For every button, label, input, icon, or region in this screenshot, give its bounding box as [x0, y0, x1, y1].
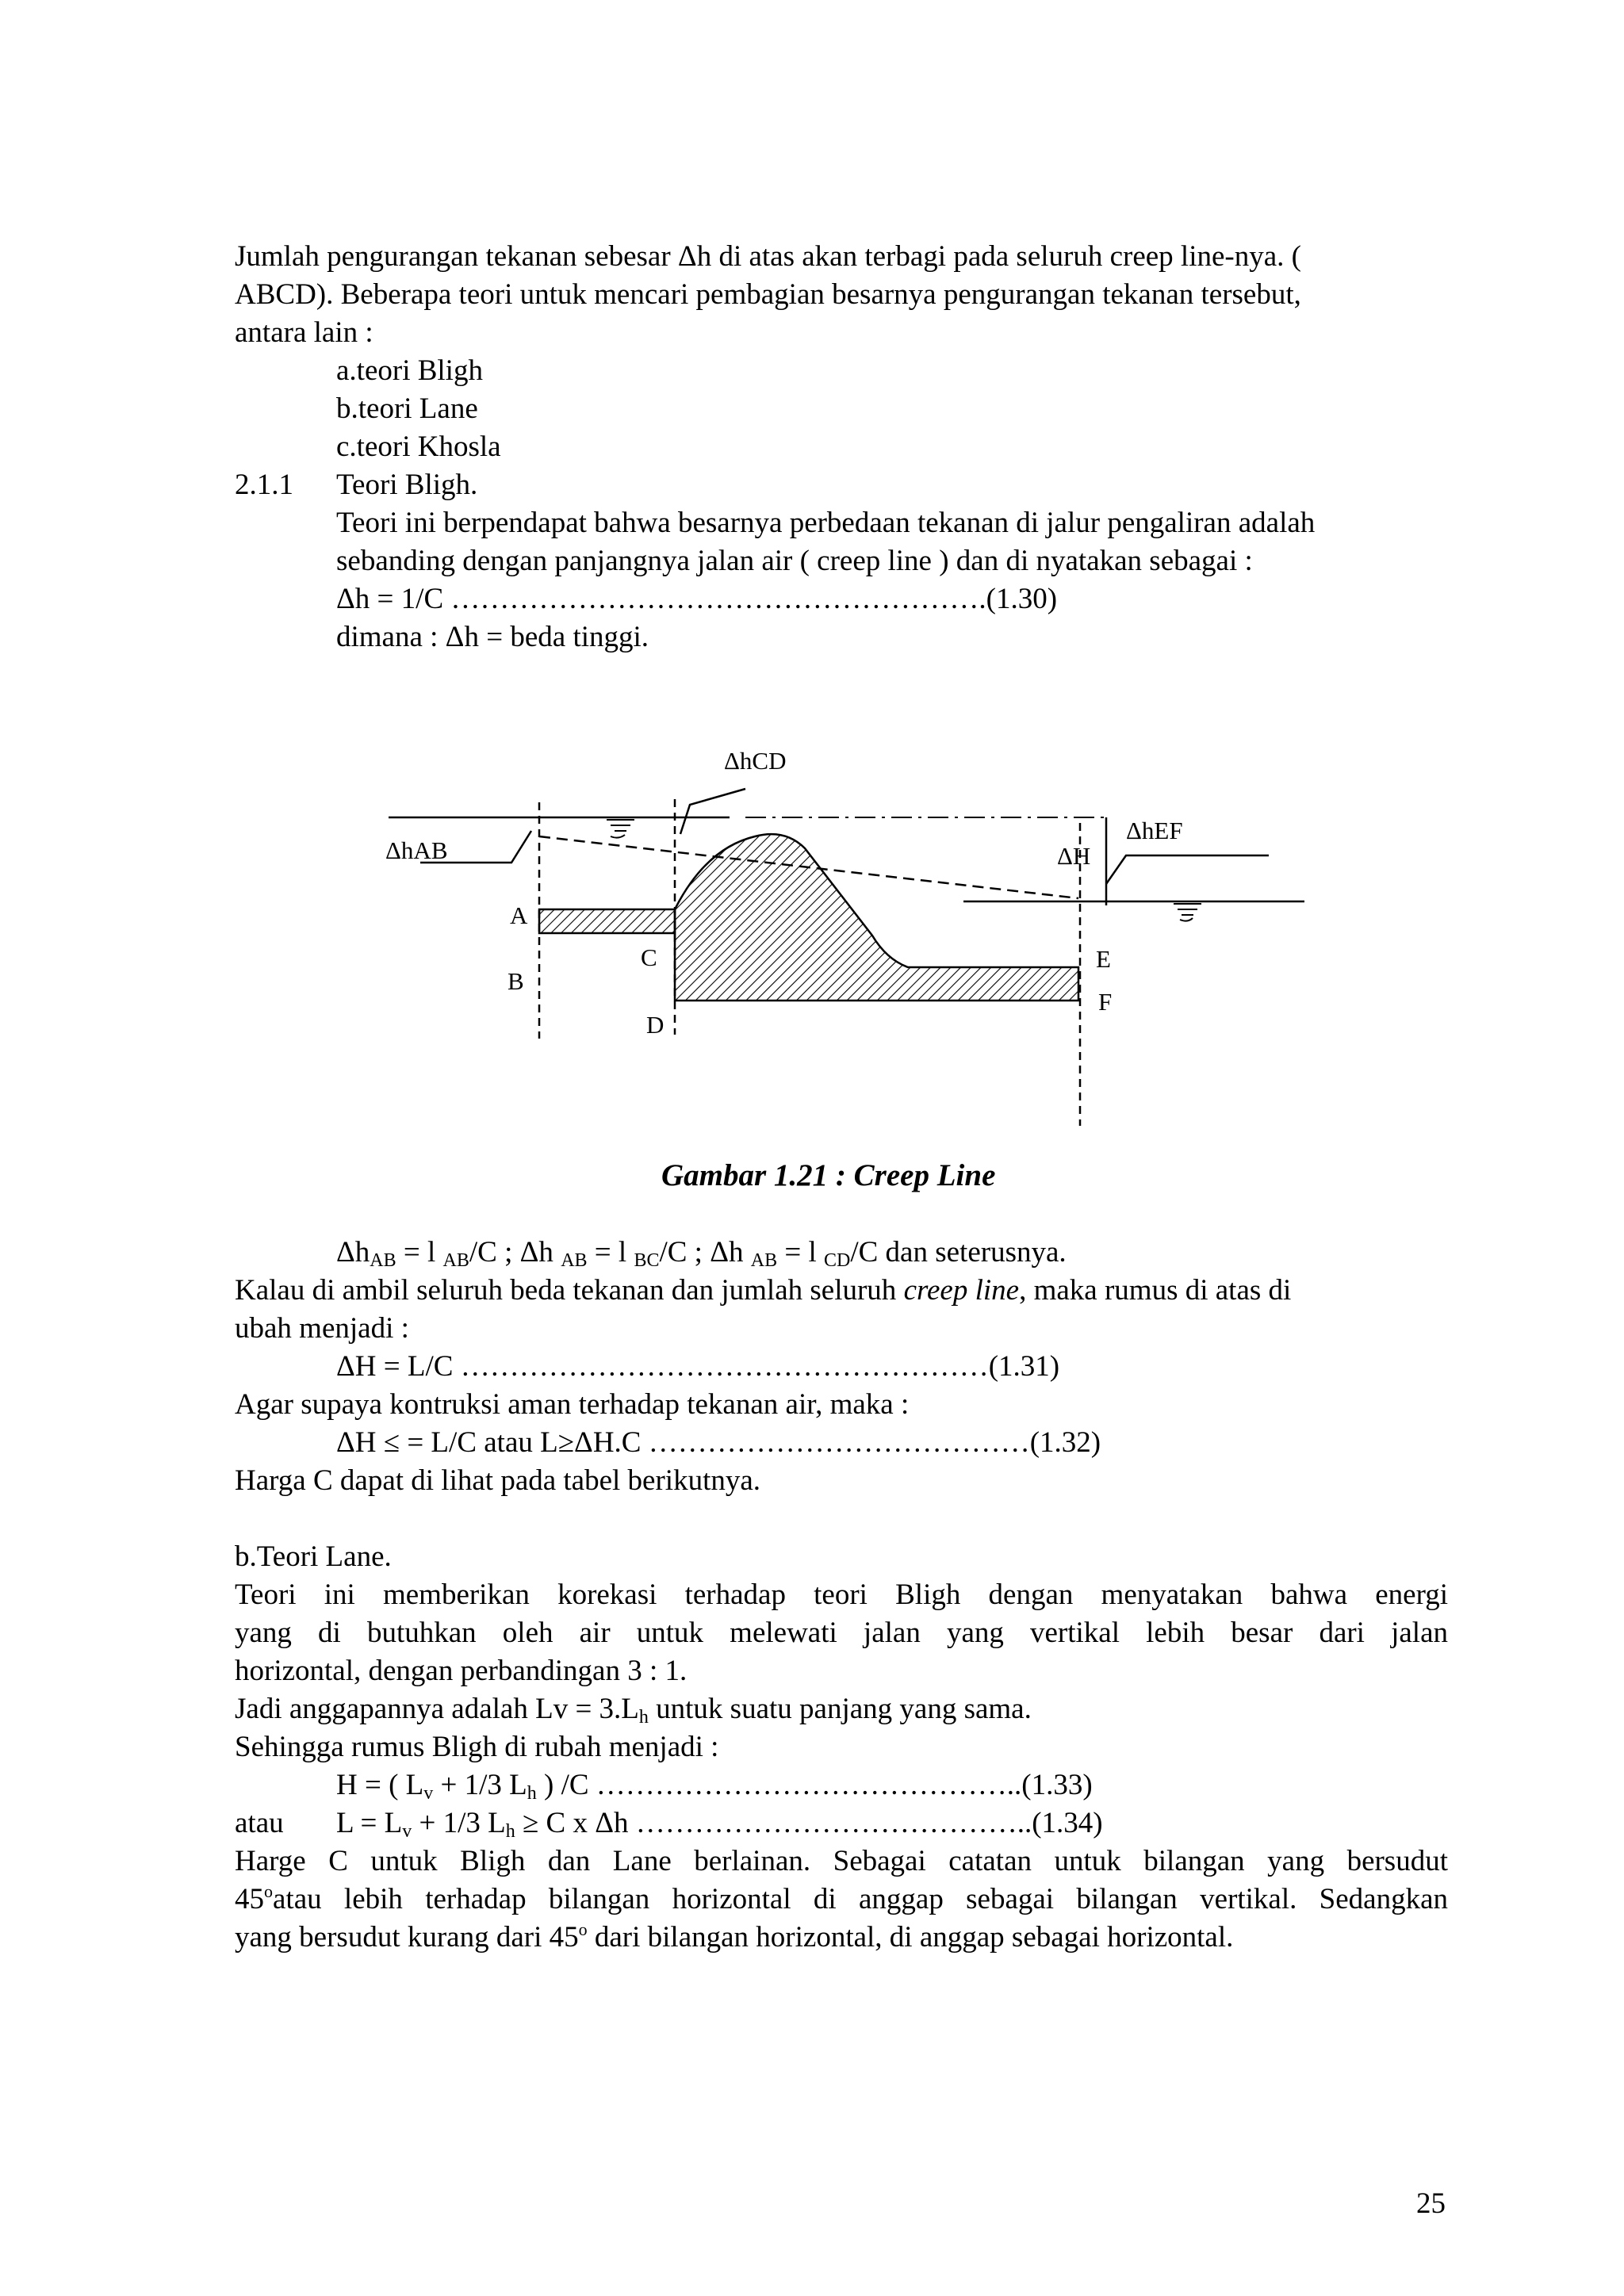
equation-1-30: Δh = 1/C ……………………………………………….(1.30)	[336, 583, 1058, 615]
creep-line-diagram	[0, 714, 1624, 1189]
paragraph-line: Harga C dapat di lihat pada tabel berikutnya.	[235, 1464, 761, 1497]
paragraph-line: Kalau di ambil seluruh beda tekanan dan jumlah seluruh creep line, maka rumus di atas di	[235, 1274, 1292, 1307]
list-item: b.teori Lane	[336, 392, 478, 425]
water-level-symbol	[607, 820, 634, 838]
leader-hEF	[1106, 855, 1269, 884]
paragraph-line: 45$^o$atau lebih terhadap bilangan horizontal di anggap sebagai bilangan vertikal. Sedangkan	[235, 1881, 1448, 1915]
label-point-A: A	[510, 901, 528, 929]
figure-caption: Gambar 1.21 : Creep Line	[661, 1158, 996, 1192]
equation-1-32: ΔH ≤ = L/C atau L≥ΔH.C …………………………………(1.32)	[336, 1426, 1101, 1459]
paragraph-line: ubah menjadi :	[235, 1312, 409, 1345]
paragraph-line: yang di butuhkan oleh air untuk melewati jalan yang vertikal lebih besar dari jalan	[235, 1617, 1448, 1649]
para1-line2: ABCD). Beberapa teori untuk mencari pembagian besarnya pengurangan tekanan tersebut,	[235, 278, 1301, 311]
equation-1-31: ΔH = L/C ………………………………………………(1.31)	[336, 1350, 1060, 1383]
label-point-E: E	[1096, 945, 1111, 973]
water-level-symbol	[1174, 904, 1201, 921]
para1-line3: antara lain :	[235, 316, 373, 349]
label-delta-hAB: ΔhAB	[385, 836, 448, 864]
para1-line1: Jumlah pengurangan tekanan sebesar Δh di atas akan terbagi pada seluruh creep line-nya. (	[235, 240, 1301, 273]
section-number: 2.1.1	[235, 469, 293, 501]
paragraph-line: Agar supaya kontruksi aman terhadap tekanan air, maka :	[235, 1388, 910, 1421]
subsection-title: b.Teori Lane.	[235, 1540, 392, 1573]
label-point-C: C	[641, 943, 657, 971]
paragraph-line: Sehingga rumus Bligh di rubah menjadi :	[235, 1731, 719, 1763]
relation-line: $\Delta h_{AB} = l$ $_{AB}$/C ; Δh $_{AB}$ = l $_{BC}$/C ; Δh $_{AB}$ = l $_{CD}$/C dan seterusnya.	[336, 1236, 1067, 1271]
label-delta-H: ΔH	[1057, 842, 1091, 870]
paragraph-line: Teori ini memberikan korekasi terhadap teori Bligh dengan menyatakan bahwa energi	[235, 1578, 1448, 1611]
equation-1-34-prefix: atau	[235, 1807, 284, 1839]
weir-body	[675, 834, 1078, 1001]
label-point-B: B	[508, 967, 524, 995]
equation-1-34: $L = L_v + 1/3$ $L_h \ge C$ x Δh …………………………………..(1.34)	[336, 1807, 1103, 1842]
section-body-line2: sebanding dengan panjangnya jalan air ( creep line ) dan di nyatakan sebagai :	[336, 545, 1253, 577]
equation-1-33: H = ( $L_v + 1/3$ $L_h$ ) /C ……………………………………..(1.33)	[336, 1769, 1093, 1804]
label-delta-hCD: ΔhCD	[724, 747, 787, 775]
label-delta-hEF: ΔhEF	[1126, 817, 1183, 844]
paragraph-line: horizontal, dengan perbandingan 3 : 1.	[235, 1655, 688, 1687]
paragraph-line: Harge C untuk Bligh dan Lane berlainan. Sebagai catatan untuk bilangan yang bersudut	[235, 1845, 1448, 1877]
definition-line: dimana : Δh = beda tinggi.	[336, 621, 649, 653]
page-number: 25	[1416, 2187, 1446, 2220]
list-item: c.teori Khosla	[336, 430, 501, 463]
section-title: Teori Bligh.	[336, 469, 478, 501]
upstream-apron	[539, 909, 675, 933]
label-point-F: F	[1098, 988, 1113, 1016]
section-body-line1: Teori ini berpendapat bahwa besarnya perbedaan tekanan di jalur pengaliran adalah	[336, 507, 1316, 539]
list-item: a.teori Bligh	[336, 354, 483, 387]
paragraph-line: Jadi anggapannya adalah $Lv = 3.L_h$ untuk suatu panjang yang sama.	[235, 1693, 1032, 1728]
paragraph-line: yang bersudut kurang dari 45$^o$ dari bilangan horizontal, di anggap sebagai horizontal.	[235, 1919, 1234, 1954]
label-point-D: D	[646, 1011, 665, 1039]
leader-hCD	[680, 789, 745, 834]
